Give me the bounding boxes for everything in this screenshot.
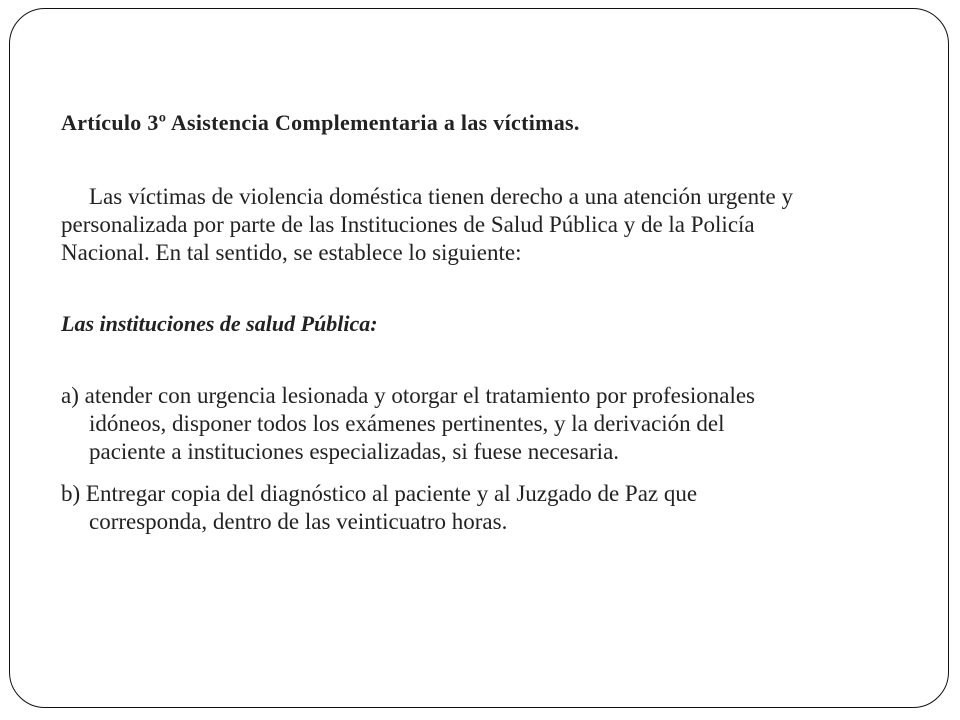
- item-a-line-3: paciente a instituciones especializadas, si fuese necesaria.: [89, 439, 620, 464]
- item-a-line-1: a) atender con urgencia lesionada y otorgar el tratamiento por profesionales: [61, 383, 755, 408]
- intro-line-1: Las víctimas de violencia doméstica tienen derecho a una atención urgente y: [89, 184, 793, 209]
- intro-line-3: Nacional. En tal sentido, se establece lo siguiente:: [61, 240, 522, 265]
- article-heading: Artículo 3º Asistencia Complementaria a las víctimas.: [61, 110, 580, 135]
- intro-line-2: personalizada por parte de las Instituciones de Salud Pública y de la Policía: [61, 212, 755, 237]
- item-b-line-2: corresponda, dentro de las veinticuatro horas.: [89, 509, 508, 534]
- item-a-line-2: idóneos, disponer todos los exámenes pertinentes, y la derivación del: [89, 411, 725, 436]
- item-b-line-1: b) Entregar copia del diagnóstico al paciente y al Juzgado de Paz que: [61, 481, 698, 506]
- section-subheading: Las instituciones de salud Pública:: [61, 311, 378, 336]
